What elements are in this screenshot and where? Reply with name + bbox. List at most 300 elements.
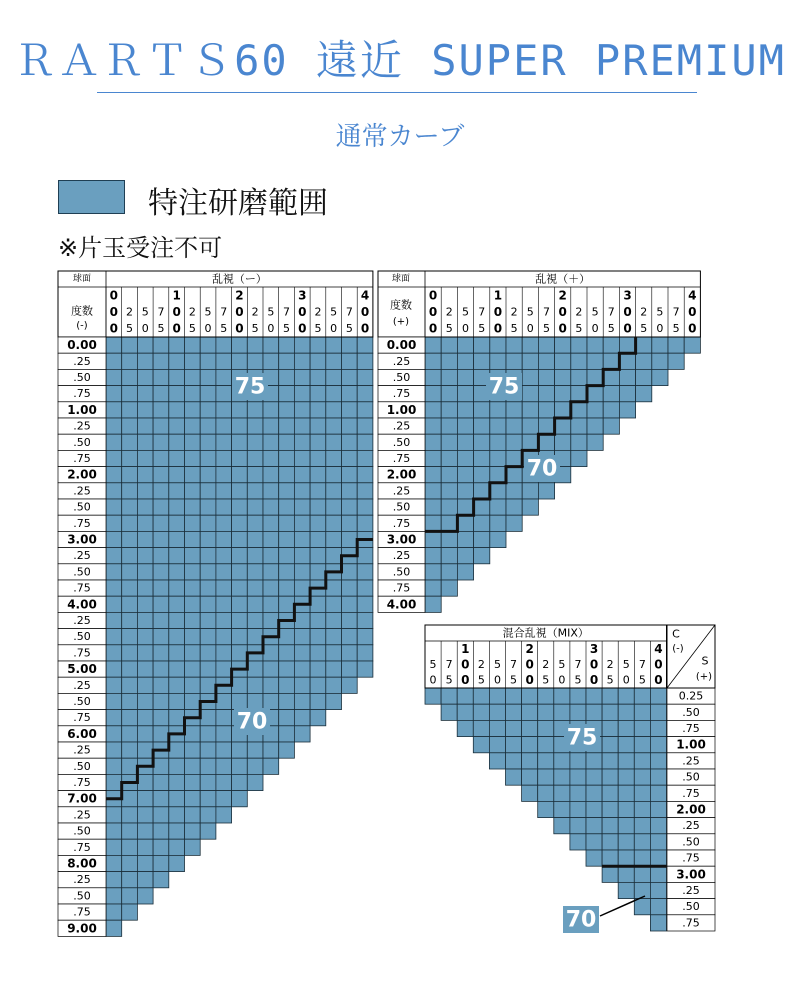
cell-minus: [122, 888, 138, 904]
cell-minus: [357, 596, 373, 612]
cell-minus: [216, 369, 232, 385]
cell-minus: [200, 369, 216, 385]
cell-minus: [153, 499, 169, 515]
cell-mix: [538, 704, 554, 720]
cell-plus: [474, 483, 490, 499]
col-label: 0: [623, 305, 632, 319]
cell-minus: [169, 531, 185, 547]
cell-minus: [216, 612, 232, 628]
col-label: 5: [429, 658, 437, 671]
cell-minus: [200, 726, 216, 742]
cell-minus: [185, 564, 201, 580]
cell-minus: [342, 531, 358, 547]
cell-minus: [279, 450, 295, 466]
cell-minus: [247, 612, 263, 628]
col-label: 5: [574, 673, 582, 687]
cell-plus: [571, 402, 587, 418]
row-label: 3.00: [676, 867, 706, 882]
order-note: ※片玉受注不可: [58, 234, 223, 262]
cell-plus: [474, 402, 490, 418]
cell-plus: [457, 515, 473, 531]
cell-minus: [169, 499, 185, 515]
cell-plus: [425, 548, 441, 564]
col-label: 7: [220, 305, 228, 319]
cell-minus: [232, 693, 248, 709]
cell-minus: [216, 693, 232, 709]
cell-plus: [587, 353, 603, 369]
cell-minus: [122, 872, 138, 888]
cell-plus: [457, 450, 473, 466]
cell-minus: [342, 564, 358, 580]
cell-minus: [137, 418, 153, 434]
cell-plus: [490, 353, 506, 369]
cell-mix: [634, 785, 650, 801]
row-label: 2.00: [676, 802, 706, 817]
cell-plus: [474, 337, 490, 353]
row-label: .25: [392, 354, 411, 368]
row-label: 1.00: [386, 402, 417, 417]
row-label: .75: [392, 516, 411, 530]
cell-mix: [522, 737, 538, 753]
cell-minus: [326, 434, 342, 450]
cell-minus: [279, 369, 295, 385]
row-label: .50: [682, 900, 700, 914]
cell-minus: [263, 693, 279, 709]
cell-minus: [326, 418, 342, 434]
row-label: .75: [392, 387, 411, 401]
cell-minus: [137, 596, 153, 612]
cell-plus: [441, 418, 457, 434]
cell-plus: [538, 337, 554, 353]
cell-minus: [357, 434, 373, 450]
col-label: 7: [345, 305, 353, 319]
cell-plus: [603, 418, 619, 434]
cell-minus: [137, 872, 153, 888]
cell-plus: [668, 337, 684, 353]
cell-minus: [216, 434, 232, 450]
cell-plus: [522, 353, 538, 369]
col-label: 2: [314, 305, 322, 319]
cell-minus: [169, 596, 185, 612]
cell-mix: [586, 688, 602, 704]
cell-plus: [652, 353, 668, 369]
cell-plus: [441, 499, 457, 515]
row-label: .75: [392, 452, 411, 465]
cell-minus: [185, 467, 201, 483]
cell-minus: [106, 531, 122, 547]
row-label: .75: [682, 786, 700, 800]
cell-minus: [169, 564, 185, 580]
cell-plus: [636, 337, 652, 353]
cell-mix: [538, 801, 554, 817]
cell-minus: [216, 742, 232, 758]
cell-minus: [232, 434, 248, 450]
cell-minus: [185, 693, 201, 709]
cell-mix: [634, 737, 650, 753]
cell-mix: [457, 688, 473, 704]
cell-minus: [232, 791, 248, 807]
row-label: .25: [392, 419, 411, 433]
cell-minus: [357, 515, 373, 531]
cell-mix: [522, 720, 538, 736]
cell-minus: [216, 710, 232, 726]
cell-minus: [232, 677, 248, 693]
cell-minus: [153, 774, 169, 790]
cell-minus: [200, 515, 216, 531]
cell-mix: [618, 801, 634, 817]
cell-minus: [106, 693, 122, 709]
cell-minus: [137, 337, 153, 353]
cell-mix: [618, 882, 634, 898]
row-label: .75: [392, 581, 411, 595]
cell-minus: [200, 791, 216, 807]
row-label: .50: [73, 435, 91, 449]
col-label: 0: [622, 673, 630, 687]
cell-minus: [185, 434, 201, 450]
cell-minus: [216, 596, 232, 612]
cell-minus: [169, 758, 185, 774]
cell-plus: [425, 531, 441, 547]
cell-plus: [490, 337, 506, 353]
cell-minus: [106, 548, 122, 564]
cell-plus: [425, 596, 441, 612]
col-label: 0: [558, 321, 567, 336]
cell-plus: [619, 353, 635, 369]
col-label: 5: [672, 322, 680, 336]
cell-minus: [153, 337, 169, 353]
cell-minus: [137, 693, 153, 709]
cell-plus: [619, 402, 635, 418]
col-label: 2: [445, 305, 453, 319]
cell-minus: [169, 629, 185, 645]
cell-plus: [441, 467, 457, 483]
cell-plus: [636, 353, 652, 369]
cell-minus: [106, 872, 122, 888]
corner-label: 球面: [72, 274, 92, 284]
row-label: 0.00: [386, 338, 417, 353]
col-label: 2: [525, 641, 534, 656]
cell-minus: [106, 499, 122, 515]
cell-mix: [506, 688, 522, 704]
col-label: 5: [575, 322, 583, 336]
cell-plus: [571, 353, 587, 369]
cell-plus: [425, 499, 441, 515]
cell-minus: [185, 823, 201, 839]
cell-plus: [603, 386, 619, 402]
cell-minus: [326, 515, 342, 531]
cell-mix: [618, 688, 634, 704]
cell-minus: [232, 774, 248, 790]
cell-mix: [522, 753, 538, 769]
corner-c: C: [672, 627, 680, 641]
cell-minus: [216, 774, 232, 790]
chart-mix: [425, 625, 715, 933]
cell-plus: [425, 564, 441, 580]
cell-minus: [169, 548, 185, 564]
cell-mix: [441, 704, 457, 720]
col-label: 5: [220, 322, 228, 336]
cell-minus: [294, 661, 310, 677]
cell-minus: [326, 337, 342, 353]
cell-mix: [634, 688, 650, 704]
cell-minus: [122, 596, 138, 612]
row-label: .50: [392, 435, 411, 449]
cell-minus: [169, 386, 185, 402]
row-head: 度数: [390, 298, 412, 312]
col-label: 5: [542, 673, 550, 687]
row-label: .50: [73, 371, 91, 384]
cell-minus: [247, 450, 263, 466]
cell-minus: [169, 418, 185, 434]
cell-minus: [279, 645, 295, 661]
cell-minus: [247, 742, 263, 758]
cell-minus: [153, 855, 169, 871]
cell-minus: [122, 807, 138, 823]
cell-minus: [357, 645, 373, 661]
col-label: 7: [445, 658, 453, 671]
cell-minus: [122, 580, 138, 596]
cell-minus: [200, 823, 216, 839]
cell-minus: [169, 369, 185, 385]
cell-mix: [554, 688, 570, 704]
cell-minus: [153, 369, 169, 385]
cell-minus: [153, 483, 169, 499]
cell-plus: [538, 483, 554, 499]
cell-minus: [216, 483, 232, 499]
cell-minus: [342, 596, 358, 612]
row-label: 7.00: [67, 791, 97, 806]
cell-minus: [294, 499, 310, 515]
cell-minus: [169, 823, 185, 839]
cell-minus: [200, 645, 216, 661]
cell-plus: [555, 369, 571, 385]
cell-minus: [326, 402, 342, 418]
row-label: 2.00: [386, 467, 417, 482]
region-label-70: 70: [236, 709, 268, 735]
cell-minus: [106, 369, 122, 385]
chart-plus: [378, 271, 700, 612]
cell-minus: [310, 337, 326, 353]
cell-minus: [357, 483, 373, 499]
col-label: 2: [251, 305, 259, 319]
cell-minus: [106, 629, 122, 645]
cell-minus: [216, 758, 232, 774]
col-label: 7: [510, 658, 518, 671]
row-label: .50: [73, 824, 91, 838]
col-label: 0: [172, 321, 181, 336]
cell-minus: [106, 645, 122, 661]
cell-minus: [247, 580, 263, 596]
col-label: 2: [575, 305, 583, 319]
cell-plus: [457, 499, 473, 515]
cell-plus: [522, 369, 538, 385]
col-label: 0: [589, 657, 599, 672]
cell-mix: [489, 688, 505, 704]
cell-minus: [263, 645, 279, 661]
cell-minus: [247, 434, 263, 450]
row-label: .75: [682, 916, 700, 930]
cell-plus: [587, 386, 603, 402]
cell-mix: [554, 704, 570, 720]
cell-minus: [263, 337, 279, 353]
cell-minus: [106, 580, 122, 596]
cell-plus: [506, 337, 522, 353]
cell-mix: [522, 688, 538, 704]
cell-minus: [342, 629, 358, 645]
col-label: 7: [638, 658, 646, 671]
cell-minus: [169, 710, 185, 726]
cell-mix: [634, 899, 650, 915]
cell-minus: [153, 726, 169, 742]
cell-minus: [106, 823, 122, 839]
row-head: (+): [392, 316, 410, 328]
cell-minus: [200, 612, 216, 628]
cell-minus: [153, 677, 169, 693]
cell-minus: [310, 531, 326, 547]
cell-plus: [555, 434, 571, 450]
cell-minus: [200, 434, 216, 450]
col-label: 2: [542, 658, 550, 671]
col-label: 0: [298, 305, 307, 319]
cell-minus: [122, 710, 138, 726]
cell-minus: [153, 629, 169, 645]
cell-plus: [474, 353, 490, 369]
cell-mix: [586, 850, 602, 866]
cell-minus: [232, 596, 248, 612]
region-label-70: 70: [565, 907, 597, 933]
cell-minus: [137, 580, 153, 596]
cell-minus: [122, 499, 138, 515]
cell-minus: [247, 629, 263, 645]
cell-mix: [650, 704, 666, 720]
cell-minus: [185, 418, 201, 434]
col-label: 5: [314, 322, 322, 336]
col-label: 0: [428, 288, 438, 303]
col-label: 5: [345, 322, 353, 336]
cell-minus: [357, 369, 373, 385]
cell-plus: [506, 515, 522, 531]
cell-minus: [326, 612, 342, 628]
cell-minus: [310, 499, 326, 515]
cell-plus: [457, 483, 473, 499]
cell-minus: [294, 353, 310, 369]
cell-minus: [122, 418, 138, 434]
col-label: 0: [493, 305, 503, 319]
cell-minus: [263, 499, 279, 515]
cell-plus: [474, 450, 490, 466]
col-label: 7: [607, 305, 615, 319]
cell-minus: [122, 386, 138, 402]
cell-mix: [570, 834, 586, 850]
row-label: .50: [392, 500, 411, 514]
col-label: 0: [109, 288, 119, 303]
cell-minus: [310, 548, 326, 564]
cell-minus: [153, 418, 169, 434]
cell-minus: [153, 758, 169, 774]
col-label: 0: [654, 657, 663, 672]
cell-minus: [137, 774, 153, 790]
col-label: 5: [251, 322, 259, 336]
cell-minus: [279, 337, 295, 353]
cell-minus: [185, 612, 201, 628]
row-label: 1.00: [67, 402, 97, 417]
cell-minus: [153, 434, 169, 450]
cell-minus: [216, 467, 232, 483]
cell-plus: [538, 369, 554, 385]
col-label: 5: [606, 673, 614, 687]
cell-mix: [554, 769, 570, 785]
cell-minus: [200, 564, 216, 580]
cell-minus: [263, 596, 279, 612]
col-label: 2: [510, 305, 518, 319]
cell-minus: [200, 450, 216, 466]
col-label: 7: [478, 305, 486, 319]
cell-minus: [247, 677, 263, 693]
cell-plus: [441, 369, 457, 385]
cell-minus: [279, 580, 295, 596]
cell-mix: [650, 818, 666, 834]
cell-plus: [571, 450, 587, 466]
cell-mix: [650, 834, 666, 850]
col-label: 5: [445, 322, 453, 336]
row-label: .50: [73, 889, 91, 903]
cell-minus: [247, 402, 263, 418]
cell-plus: [603, 402, 619, 418]
cell-mix: [570, 769, 586, 785]
cell-minus: [153, 791, 169, 807]
cell-minus: [106, 807, 122, 823]
cell-minus: [122, 369, 138, 385]
cell-plus: [474, 418, 490, 434]
cell-mix: [634, 882, 650, 898]
cell-minus: [122, 515, 138, 531]
cell-minus: [153, 807, 169, 823]
cell-minus: [310, 467, 326, 483]
cell-minus: [357, 564, 373, 580]
cell-minus: [122, 904, 138, 920]
cell-minus: [294, 434, 310, 450]
cell-plus: [441, 564, 457, 580]
cell-mix: [538, 737, 554, 753]
cell-mix: [522, 785, 538, 801]
cell-minus: [153, 564, 169, 580]
cell-minus: [263, 758, 279, 774]
row-label: .75: [73, 711, 91, 725]
cell-minus: [279, 515, 295, 531]
cell-mix: [554, 801, 570, 817]
row-label: 3.00: [67, 532, 97, 547]
row-label: .75: [73, 581, 91, 595]
cell-minus: [357, 580, 373, 596]
row-label: .50: [392, 371, 411, 384]
cell-minus: [216, 661, 232, 677]
cell-minus: [263, 434, 279, 450]
cell-mix: [650, 915, 666, 931]
col-label: 2: [477, 658, 485, 671]
corner-label: 球面: [391, 274, 411, 284]
cell-minus: [200, 548, 216, 564]
cell-minus: [326, 548, 342, 564]
cell-minus: [106, 612, 122, 628]
cell-mix: [634, 753, 650, 769]
cell-minus: [169, 467, 185, 483]
cell-minus: [153, 386, 169, 402]
cell-plus: [425, 386, 441, 402]
cell-plus: [441, 337, 457, 353]
cell-minus: [137, 531, 153, 547]
cell-minus: [169, 661, 185, 677]
row-label: .25: [73, 354, 91, 368]
